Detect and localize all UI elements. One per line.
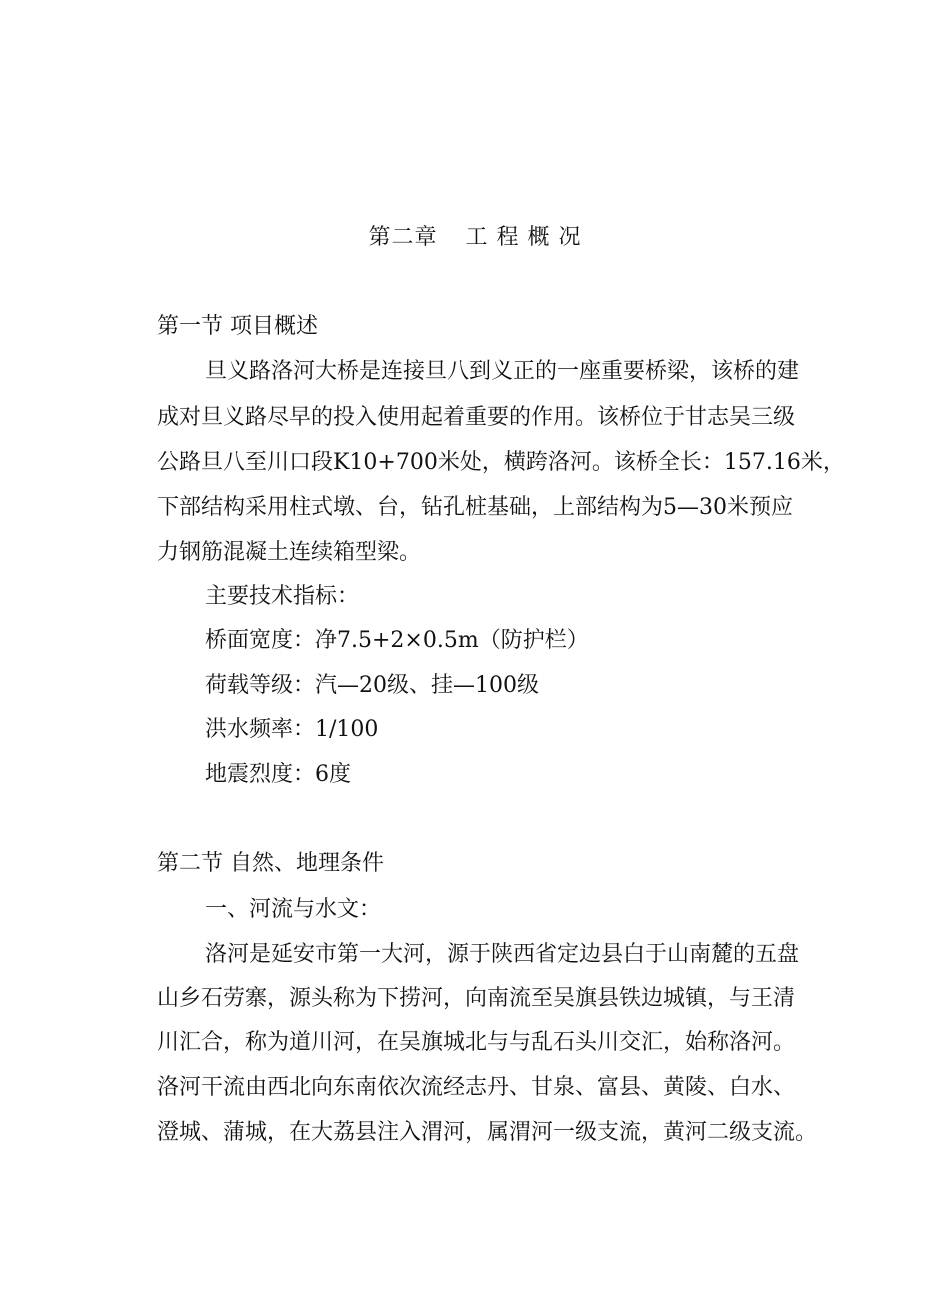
indicators-title: 主要技术指标：	[205, 584, 360, 609]
section2-paragraph-line: 洛河是延安市第一大河，源于陕西省定边县白于山南麓的五盘	[205, 942, 800, 967]
section1-paragraph-line: 旦义路洛河大桥是连接旦八到义正的一座重要桥梁，该桥的建	[205, 359, 800, 384]
section2-paragraph-line: 洛河干流由西北向东南依次流经志丹、甘泉、富县、黄陵、白水、	[157, 1075, 796, 1100]
section2-subheading: 一、河流与水文：	[205, 897, 382, 922]
indicator-item: 洪水频率：1/100	[205, 717, 379, 742]
chapter-number: 第二章	[368, 225, 438, 250]
section1-paragraph-line: 下部结构采用柱式墩、台，钻孔桩基础，上部结构为5—30米预应	[157, 495, 793, 520]
section1-heading: 第一节 项目概述	[157, 314, 318, 339]
section1-paragraph-line: 公路旦八至川口段K10+700米处，横跨洛河。该桥全长：157.16米，	[157, 450, 845, 475]
chapter-title	[0, 222, 950, 254]
section1-paragraph-line: 力钢筋混凝土连续箱型梁。	[157, 540, 422, 565]
section2-paragraph-line: 山乡石劳寨，源头称为下捞河，向南流至吴旗县铁边城镇，与王清	[157, 986, 796, 1011]
indicator-item: 桥面宽度：净7.5+2×0.5m（防护栏）	[205, 628, 589, 653]
section2-paragraph-line: 澄城、蒲城，在大荔县注入渭河，属渭河一级支流，黄河二级支流。	[157, 1120, 818, 1145]
indicator-item: 地震烈度：6度	[205, 762, 351, 787]
section2-paragraph-line: 川汇合，称为道川河，在吴旗城北与与乱石头川交汇，始称洛河。	[157, 1030, 796, 1055]
section1-paragraph-line: 成对旦义路尽早的投入使用起着重要的作用。该桥位于甘志吴三级	[157, 405, 796, 430]
chapter-name: 工 程 概 况	[465, 225, 582, 250]
indicator-item: 荷载等级：汽—20级、挂—100级	[205, 673, 539, 698]
section2-heading: 第二节 自然、地理条件	[157, 851, 384, 876]
